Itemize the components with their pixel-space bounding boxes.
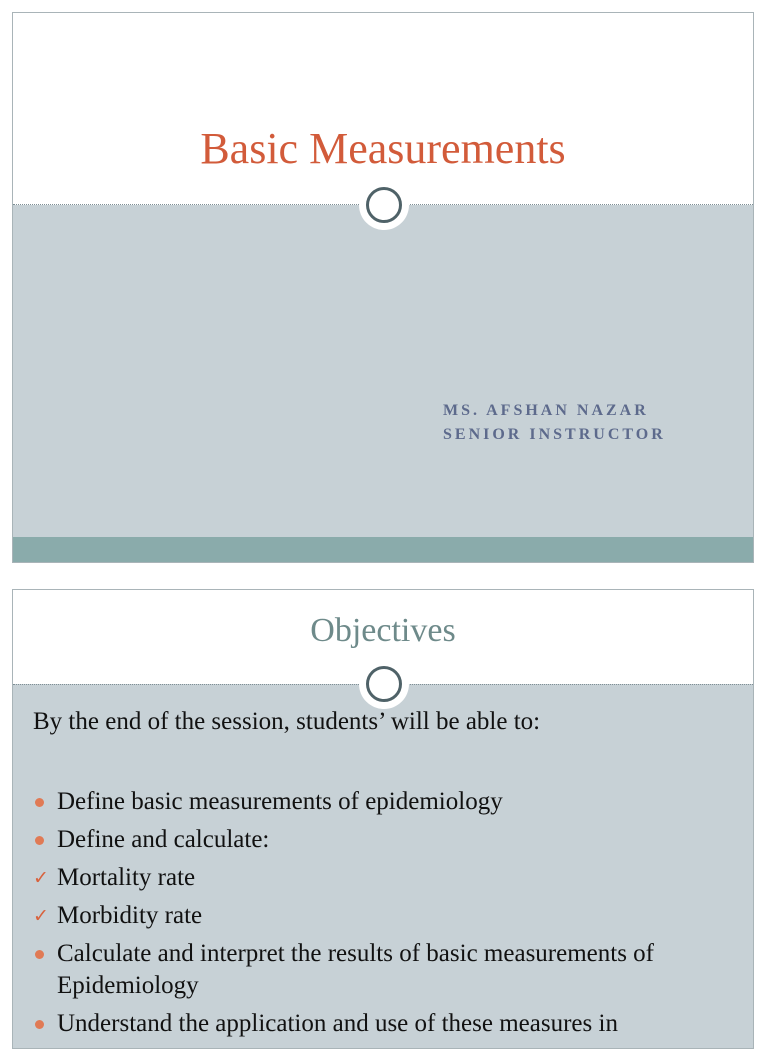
list-item-text: Mortality rate — [57, 864, 196, 891]
author-block — [443, 399, 666, 447]
checkmark-icon: ✓ — [33, 905, 49, 927]
list-item-text: Define basic measurements of epidemiology — [57, 788, 503, 815]
bullet-dot-icon — [35, 798, 44, 807]
footer-band — [13, 537, 753, 563]
slide-title: Basic Measurements — [200, 124, 566, 173]
list-item — [33, 1008, 733, 1040]
slide-title: Objectives — [310, 612, 456, 649]
list-item-text: Define and calculate: — [57, 826, 270, 853]
bullet-dot-icon — [35, 836, 44, 845]
author-name: MS. AFSHAN NAZAR — [443, 402, 649, 419]
bullet-dot-icon — [35, 1020, 44, 1029]
title-slide-header — [13, 13, 753, 205]
list-item — [33, 938, 733, 1002]
author-title: SENIOR INSTRUCTOR — [443, 426, 666, 443]
title-slide — [12, 12, 754, 563]
objectives-intro: By the end of the session, students’ will be able to: — [33, 708, 541, 735]
checkmark-icon: ✓ — [33, 867, 49, 889]
list-item — [33, 824, 733, 856]
list-item — [33, 786, 733, 818]
list-item-text: Understand the application and use of these measures in — [57, 1010, 618, 1037]
objectives-slide — [12, 589, 754, 1049]
list-item — [33, 862, 733, 894]
ring-icon — [366, 666, 402, 702]
list-item-text: Calculate and interpret the results of basic measurements of Epidemiology — [57, 940, 655, 999]
list-item — [33, 900, 733, 932]
objectives-list — [33, 786, 733, 1046]
list-item-text: Morbidity rate — [57, 902, 203, 929]
ring-icon — [366, 187, 402, 223]
bullet-dot-icon — [35, 950, 44, 959]
